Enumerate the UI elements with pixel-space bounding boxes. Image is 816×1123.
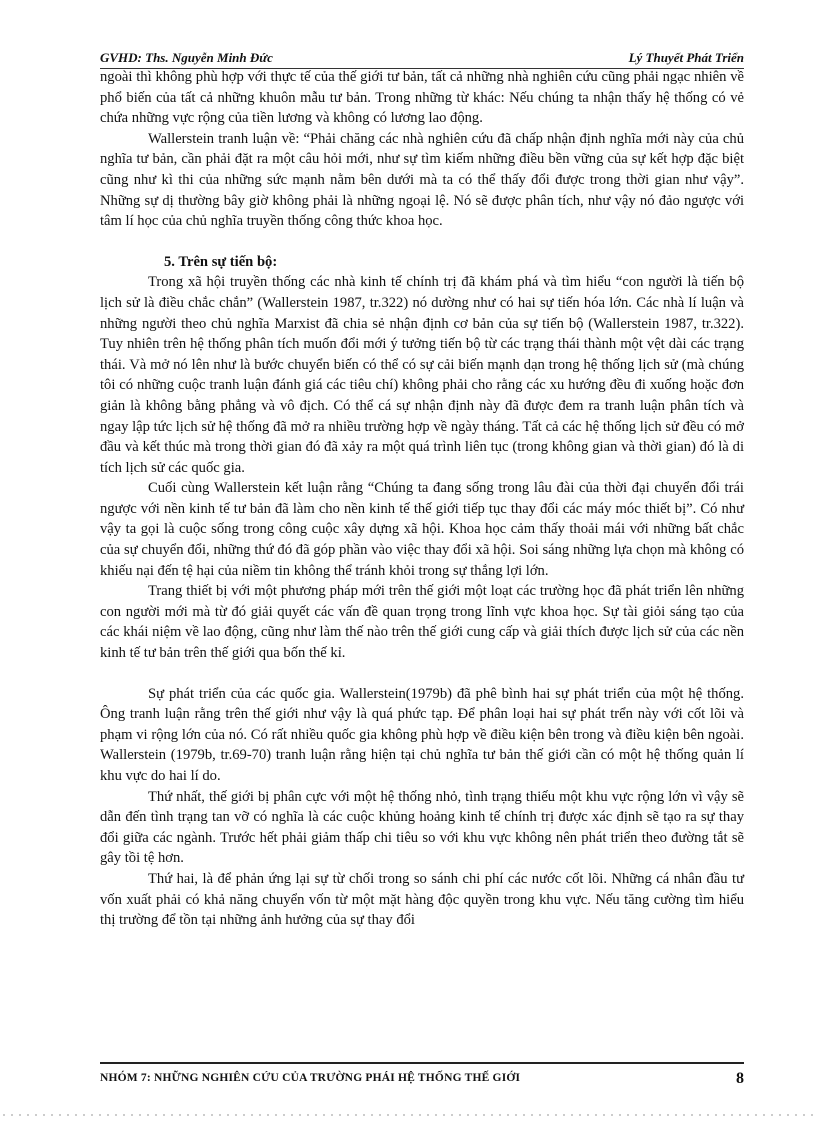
paragraph-wallerstein-debate: Wallerstein tranh luận về: “Phải chăng các nhà nghiên cứu đã chấp nhận định nghĩa mới này của chủ nghĩa tư bản, cần phải đặt ra một câu hỏi mới, như sự tìm kiếm những điều bền vững của sự kết hợp đặc biệt cũng như kì thi của những sức mạnh nằm bên dưới mà ta có thể thấy đổi được trong thời gian như vậy”. Những sự dị thường bây giờ không phải là những ngoại lệ. Nó sẽ được phân tích, như vậy nó đảo ngược với tâm lí học của chủ nghĩa truyền thống công thức khoa học. bbox=[100, 130, 744, 230]
document-body bbox=[100, 67, 744, 931]
page-footer bbox=[100, 1062, 744, 1086]
header-course-title: Lý Thuyết Phát Triển bbox=[628, 50, 744, 65]
footer-group-title: NHÓM 7: NHỮNG NGHIÊN CỨU CỦA TRƯỜNG PHÁI HỆ THỐNG THẾ GIỚI bbox=[100, 1072, 521, 1084]
section-heading: 5. Trên sự tiến bộ: bbox=[164, 253, 278, 270]
paragraph-continued: ngoài thì không phù hợp với thực tế của thế giới tư bản, tất cả những nhà nghiên cứu cũng phải ngạc nhiên về phổ biến của tất cả những khuôn mẫu tư bản. Trong những từ khác: Nếu chúng ta nhận thấy hệ thống có vẻ chứa những vực rộng của tiền lương và không có lương lao động. bbox=[100, 69, 744, 127]
paragraph-conclusion: Cuối cùng Wallerstein kết luận rằng “Chúng ta đang sống trong lâu đài của thời đại chuyển đổi trái ngược với nền kinh tế tư bản đã làm cho nền kinh tế thế giới tiếp tục thay đổi các máy móc thiết bị”. Có như vậy ta gọi là cuộc sống trong công cuộc xây dựng xã hội. Khoa học cảm thấy thoải mái với những bất chắc của sự chuyển đổi, những thứ đó đã góp phần vào việc thay đổi xã hội. Soi sáng những lựa chọn mà không có khiếu nại đến tệ hại của niềm tin không thể tránh khỏi trong sự thắng lợi lớn. bbox=[100, 480, 744, 579]
page-edge-divider bbox=[0, 1112, 816, 1118]
paragraph-national-development: Sự phát triển của các quốc gia. Wallerstein(1979b) đã phê bình hai sự phát triển của một hệ thống. Ông tranh luận rằng trên thế giới như vậy là quá phức tạp. Để phân loại hai sự phát trển này với cốt lõi và phạm vi rộng lớn của nó. Có rất nhiều quốc gia không phù hợp về điều kiện bên trong và điều kiện bên ngoài. Wallerstein (1979b, tr.69-70) tranh luận rằng hiện tại chủ nghĩa tư bản thế giới cần có một hệ thống quản lí khu vực do hai lí do. bbox=[100, 685, 744, 784]
paragraph-progress: Trong xã hội truyền thống các nhà kinh tế chính trị đã khám phá và tìm hiểu “con người là tiến bộ lịch sử là điều chắc chắn” (Wallerstein 1987, tr.322) nó dường như có hai sự tiến hóa lớn. Các nhà lí luận và những người theo chủ nghĩa Marxist đã chia sẻ nhận định cơ bản của sự tiến bộ (Wallerstein 1987, tr.322). Tuy nhiên trên hệ thống phân tích muốn đổi mới ý tưởng tiến bộ từ các trạng thái thành một vệt dài các trạng thái. Và mở nó lên như là bước chuyển biến có thể có sự cải biến mạnh dạn trong hệ thống lịch sử (mà chúng tôi có những cuộc tranh luận đánh giá các tiêu chí) không phải cho rằng các xu hướng đều đi xuống hoặc đơn giản là không bằng phẳng và vô địch. Có thể cá sự nhận định này đã được đem ra tranh luận phân tích và ngay lập tức lịch sử hệ thống đã mở ra nhiều trường hợp về ngày tháng. Tất cả các hệ thống lịch sử đều có mở đầu và kết thúc mà trong thời gian đó đã xảy ra một quá trình liên tục (trong không gian và thời gian) đó là di tích lịch sử các quốc gia. bbox=[100, 274, 744, 476]
header-instructor: GVHD: Ths. Nguyễn Minh Đức bbox=[100, 50, 273, 65]
paragraph-second-reason: Thứ hai, là để phản ứng lại sự từ chối trong so sánh chi phí các nước cốt lõi. Những cá nhân đầu tư vốn xuất phải có khả năng chuyển vốn từ một mặt hàng độc quyền trong khu vực. Nếu tăng cường tìm hiểu thị trường để tồn tại những ảnh hưởng của sự thay đổi bbox=[100, 870, 744, 929]
paragraph-first-reason: Thứ nhất, thế giới bị phân cực với một hệ thống nhỏ, tình trạng thiếu một khu vực rộng lớn vì vậy sẽ dẫn đến tình trạng tan vỡ có nghĩa là các cuộc khủng hoảng kinh tế chính trị được xác định sẽ tạo ra sự thay đổi giữa các ngành. Trước hết phải giảm thấp chi tiêu so với khu vực không nên phát triển theo đường tắt sẽ gây tồi tệ hơn. bbox=[100, 788, 744, 867]
paragraph-new-method: Trang thiết bị với một phương pháp mới trên thế giới một loạt các trường học đã phát triển lên những con người mới mà từ đó giải quyết các vấn đề quan trọng trong lĩnh vực khoa học. Sự tài giỏi sáng tạo của các khái niệm về lao động, cũng như làm thế nào trên thế giới cung cấp và giải thích được lịch sử của các nền kinh tế tư bản trên thế giới qua bốn thế kỉ. bbox=[100, 583, 744, 662]
page-number: 8 bbox=[736, 1070, 744, 1087]
